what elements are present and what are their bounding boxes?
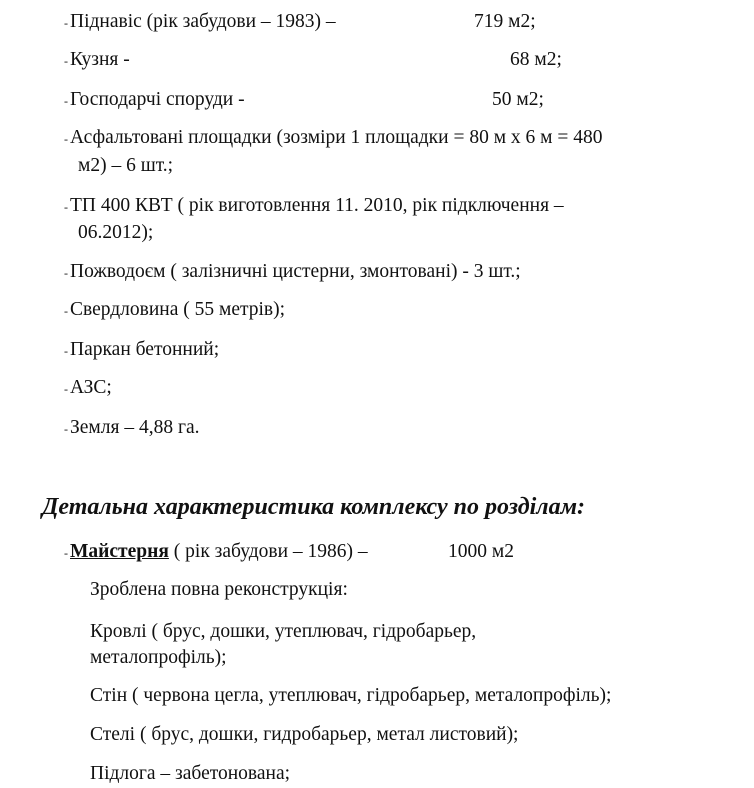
list-item bbox=[64, 86, 245, 115]
list-item-text: АЗС; bbox=[70, 377, 112, 398]
list-item bbox=[64, 124, 603, 153]
bullet-dash: - bbox=[64, 54, 68, 68]
list-item-text: Земля – 4,88 га. bbox=[70, 417, 200, 438]
list-item-text: Асфальтовані площадки (зозміри 1 площадки = 80 м х 6 м = 480 bbox=[70, 127, 603, 148]
list-item bbox=[64, 296, 285, 325]
bullet-dash: - bbox=[64, 94, 68, 108]
list-item-text: Свердловина ( 55 метрів); bbox=[70, 299, 286, 320]
list-item-text: ТП 400 КВТ ( рік виготовлення 11. 2010, рік підключення – bbox=[70, 195, 564, 216]
list-item-continuation: м2) – 6 шт.; bbox=[78, 155, 174, 176]
list-item bbox=[64, 192, 564, 221]
paragraph: Зроблена повна реконструкція: bbox=[90, 579, 348, 600]
paragraph: Стелі ( брус, дошки, гидробарьер, метал листовий); bbox=[90, 724, 519, 745]
section-heading: Детальна характеристика комплексу по розділам: bbox=[42, 494, 586, 520]
bullet-dash: - bbox=[64, 422, 68, 436]
list-item bbox=[64, 374, 112, 403]
paragraph-continuation: металопрофіль); bbox=[90, 647, 227, 668]
list-item-text: Кузня - bbox=[70, 49, 130, 70]
list-item-text: Паркан бетонний; bbox=[70, 339, 220, 360]
bullet-dash: - bbox=[64, 344, 68, 358]
paragraph: Підлога – забетонована; bbox=[90, 763, 291, 784]
list-item bbox=[64, 8, 336, 37]
list-item-text: Пожводоєм ( залізничні цистерни, змонтовані) - 3 шт.; bbox=[70, 261, 521, 282]
workshop-item bbox=[64, 538, 368, 567]
bullet-dash: - bbox=[64, 304, 68, 318]
list-item-continuation: 06.2012); bbox=[78, 222, 154, 243]
list-item bbox=[64, 258, 521, 287]
list-item-value: 719 м2; bbox=[474, 11, 536, 32]
list-item-text: Господарчі споруди - bbox=[70, 89, 245, 110]
workshop-details: ( рік забудови – 1986) – bbox=[168, 541, 368, 562]
bullet-dash: - bbox=[64, 266, 68, 280]
bullet-dash: - bbox=[64, 132, 68, 146]
list-item-text: Піднавіс (рік забудови – 1983) – bbox=[70, 11, 336, 32]
list-item bbox=[64, 414, 200, 443]
workshop-area: 1000 м2 bbox=[448, 541, 514, 562]
workshop-name: Майстерня bbox=[70, 541, 169, 562]
list-item bbox=[64, 46, 130, 75]
paragraph: Стін ( червона цегла, утеплювач, гідробарьер, металопрофіль); bbox=[90, 685, 612, 706]
list-item-value: 68 м2; bbox=[510, 49, 562, 70]
paragraph: Кровлі ( брус, дошки, утеплювач, гідробарьер, bbox=[90, 621, 477, 642]
list-item-value: 50 м2; bbox=[492, 89, 544, 110]
bullet-dash: - bbox=[64, 546, 68, 560]
bullet-dash: - bbox=[64, 200, 68, 214]
bullet-dash: - bbox=[64, 382, 68, 396]
bullet-dash: - bbox=[64, 16, 68, 30]
list-item bbox=[64, 336, 219, 365]
